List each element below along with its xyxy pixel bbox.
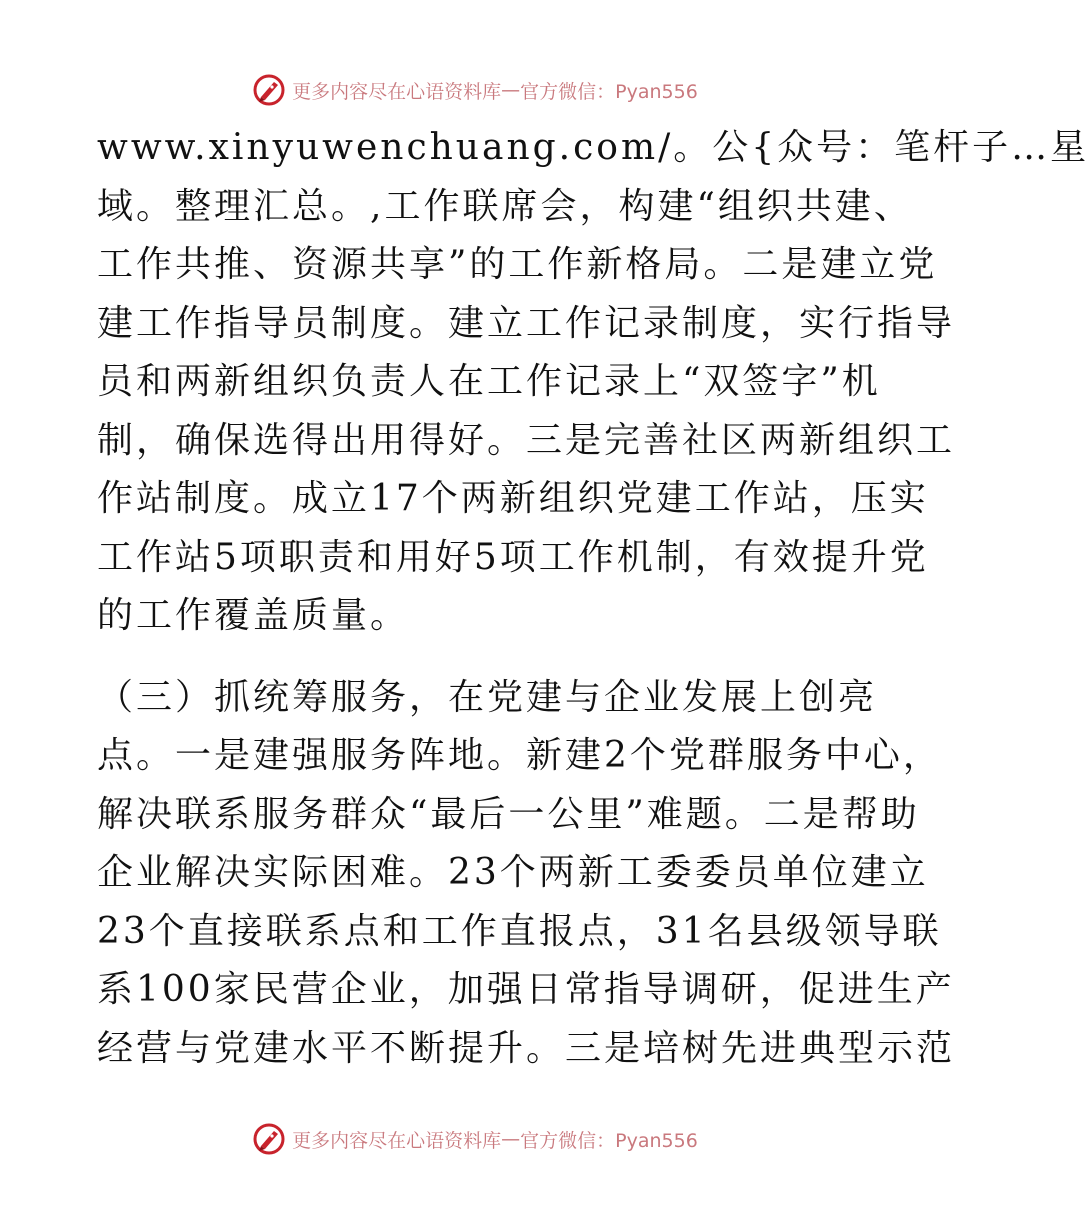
header-brand-text: 更多内容尽在心语资料库: [292, 80, 502, 103]
text-line: 点。一是建强服务阵地。新建2个党群服务中心，: [97, 735, 942, 776]
footer-separator: —: [501, 1128, 521, 1150]
header-contact-text: 官方微信：Pyan556: [520, 80, 698, 103]
pen-nib-logo-icon: [252, 1122, 286, 1156]
text-line: 作站制度。成立17个两新组织党建工作站，压实: [97, 478, 929, 519]
text-line: 解决联系服务群众“最后一公里”难题。二是帮助: [97, 793, 920, 835]
paragraph-2: [97, 669, 956, 1079]
text-line: 建工作指导员制度。建立工作记录制度，实行指导: [97, 302, 956, 344]
footer-contact-text: 官方微信：Pyan556: [520, 1129, 698, 1152]
text-line: 的工作覆盖质量。: [97, 595, 410, 636]
text-line: 域。整理汇总。,工作联席会，构建“组织共建、: [97, 185, 913, 227]
text-line: 制，确保选得出用得好。三是完善社区两新组织工: [97, 419, 956, 461]
text-line: 23个直接联系点和工作直报点，31名县级领导联: [97, 910, 942, 952]
text-line: 工作共推、资源共享”的工作新格局。二是建立党: [97, 244, 938, 285]
document-body: [97, 119, 1089, 1078]
paragraph-1: [97, 119, 1089, 646]
footer-brand-text: 更多内容尽在心语资料库: [292, 1129, 502, 1152]
text-line: 经营与党建水平不断提升。三是培树先进典型示范: [97, 1027, 956, 1069]
text-line: 企业解决实际困难。23个两新工委委员单位建立: [97, 852, 929, 893]
text-line: 员和两新组织负责人在工作记录上“双签字”机: [97, 361, 881, 402]
text-line: www.xinyuwenchuang.com/。公{众号：笔杆子…星: [97, 127, 1089, 168]
header-banner: [0, 70, 950, 110]
header-separator: —: [501, 79, 521, 101]
pen-nib-logo-icon: [252, 73, 286, 107]
footer-banner: [0, 1119, 950, 1159]
text-line: 工作站5项职责和用好5项工作机制，有效提升党: [97, 536, 929, 578]
text-line: 系100家民营企业，加强日常指导调研，促进生产: [97, 969, 955, 1010]
text-line: （三）抓统筹服务，在党建与企业发展上创亮: [97, 676, 878, 718]
